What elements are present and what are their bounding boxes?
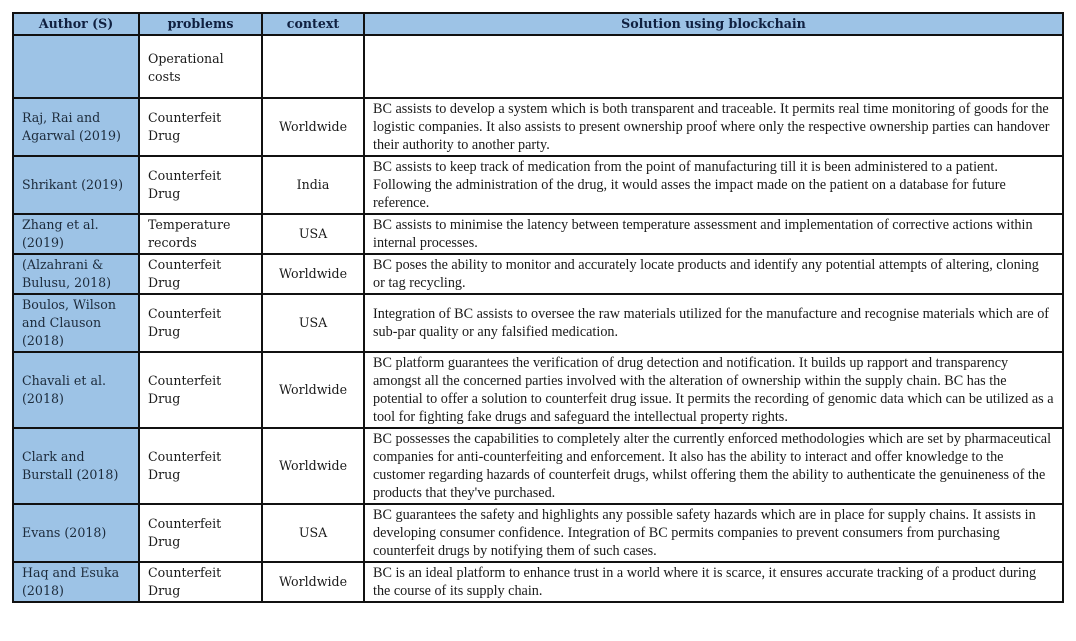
- solution-cell: BC assists to keep track of medication from the point of manufacturing till it is been administered to a patient. Following the administration of the drug, it would asses the impact made on the patient on a database for future reference.: [364, 156, 1063, 214]
- context-cell: India: [262, 156, 364, 214]
- problem-cell: Counterfeit Drug: [139, 428, 262, 504]
- author-cell: Raj, Rai and Agarwal (2019): [13, 98, 139, 156]
- problem-cell: Counterfeit Drug: [139, 254, 262, 294]
- solution-cell: BC guarantees the safety and highlights any possible safety hazards which are in place for supply chains. It assists in developing consumer confidence. Integration of BC permits companies to prevent consumers from purchasing counterfeit drugs by notifying them of such cases.: [364, 504, 1063, 562]
- table-row: [13, 214, 1063, 254]
- problem-cell: Counterfeit Drug: [139, 504, 262, 562]
- problem-cell: Counterfeit Drug: [139, 156, 262, 214]
- problem-cell: Counterfeit Drug: [139, 562, 262, 602]
- author-cell: Evans (2018): [13, 504, 139, 562]
- table-row: [13, 562, 1063, 602]
- author-cell: Haq and Esuka (2018): [13, 562, 139, 602]
- solution-cell: [364, 35, 1063, 98]
- context-cell: [262, 35, 364, 98]
- header-row: [13, 13, 1063, 35]
- table-row: [13, 294, 1063, 352]
- table-row: [13, 254, 1063, 294]
- table-row: [13, 428, 1063, 504]
- problem-cell: Temperature records: [139, 214, 262, 254]
- author-cell: Clark and Burstall (2018): [13, 428, 139, 504]
- author-cell: Chavali et al. (2018): [13, 352, 139, 428]
- author-cell: (Alzahrani & Bulusu, 2018): [13, 254, 139, 294]
- author-cell: [13, 35, 139, 98]
- table-row: [13, 98, 1063, 156]
- header-solution: Solution using blockchain: [364, 13, 1063, 35]
- author-cell: Zhang et al. (2019): [13, 214, 139, 254]
- context-cell: Worldwide: [262, 254, 364, 294]
- context-cell: Worldwide: [262, 98, 364, 156]
- table-row: [13, 35, 1063, 98]
- context-cell: USA: [262, 504, 364, 562]
- author-cell: Boulos, Wilson and Clauson (2018): [13, 294, 139, 352]
- problem-cell: Operational costs: [139, 35, 262, 98]
- solution-cell: BC is an ideal platform to enhance trust in a world where it is scarce, it ensures accurate tracking of a product during the course of its supply chain.: [364, 562, 1063, 602]
- problem-cell: Counterfeit Drug: [139, 352, 262, 428]
- context-cell: Worldwide: [262, 428, 364, 504]
- solution-cell: BC assists to minimise the latency between temperature assessment and implementation of corrective actions within internal processes.: [364, 214, 1063, 254]
- solution-cell: BC assists to develop a system which is both transparent and traceable. It permits real time monitoring of goods for the logistic companies. It also assists to present ownership proof where only the respective ownership parties can handover their authority to another party.: [364, 98, 1063, 156]
- context-cell: Worldwide: [262, 562, 364, 602]
- table-row: [13, 504, 1063, 562]
- solution-cell: BC platform guarantees the verification of drug detection and notification. It builds up rapport and transparency amongst all the concerned parties involved with the alteration of ownership within the supply chain. BC has the potential to offer a solution to counterfeit drug issue. It permits the recording of genomic data which can be utilized as a tool for fighting fake drugs and safeguard the intellectual property rights.: [364, 352, 1063, 428]
- author-cell: Shrikant (2019): [13, 156, 139, 214]
- solution-cell: BC possesses the capabilities to completely alter the currently enforced methodologies which are set by pharmaceutical companies for anti-counterfeiting and enforcement. It also has the ability to interact and offer knowledge to the customer regarding hazards of counterfeit drugs, whilst offering them the ability to authenticate the genuineness of the products that they've purchased.: [364, 428, 1063, 504]
- problem-cell: Counterfeit Drug: [139, 294, 262, 352]
- header-problems: problems: [139, 13, 262, 35]
- problem-cell: Counterfeit Drug: [139, 98, 262, 156]
- header-author: Author (S): [13, 13, 139, 35]
- solution-cell: Integration of BC assists to oversee the raw materials utilized for the manufacture and recognise materials which are of sub-par quality or any falsified medication.: [364, 294, 1063, 352]
- table-row: [13, 352, 1063, 428]
- context-cell: USA: [262, 214, 364, 254]
- solution-cell: BC poses the ability to monitor and accurately locate products and identify any potential attempts of altering, cloning or tag recycling.: [364, 254, 1063, 294]
- context-cell: Worldwide: [262, 352, 364, 428]
- table-row: [13, 156, 1063, 214]
- literature-table: [12, 12, 1064, 603]
- context-cell: USA: [262, 294, 364, 352]
- header-context: context: [262, 13, 364, 35]
